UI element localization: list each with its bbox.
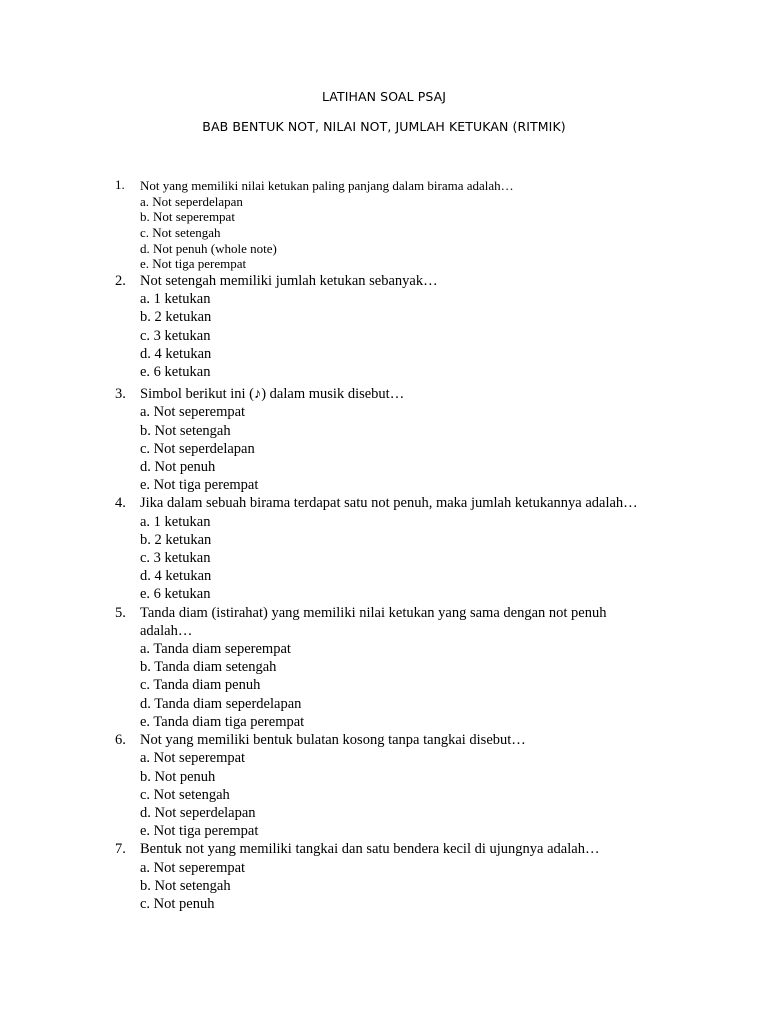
question-number: 4. <box>115 495 126 512</box>
question-text: Not setengah memiliki jumlah ketukan sebanyak… <box>140 273 438 290</box>
question-number: 7. <box>115 841 126 858</box>
answer-option-c: c. Not setengah <box>140 224 221 240</box>
answer-option-b: b. Not seperempat <box>140 209 235 225</box>
question-7 <box>0 840 768 913</box>
answer-option-d: d. 4 ketukan <box>140 345 212 362</box>
answer-option-a: a. Not seperdelapan <box>140 193 243 209</box>
answer-option-b: b. 2 ketukan <box>140 309 212 326</box>
answer-option-e: e. 6 ketukan <box>140 586 211 603</box>
question-list <box>0 177 768 913</box>
answer-option-c: c. Not setengah <box>140 786 230 803</box>
answer-option-c: c. 3 ketukan <box>140 550 211 567</box>
question-5 <box>0 604 768 731</box>
question-2 <box>0 272 768 381</box>
answer-option-e: e. Tanda diam tiga perempat <box>140 713 305 730</box>
answer-option-e: e. Not tiga perempat <box>140 256 247 272</box>
question-number: 5. <box>115 604 126 621</box>
answer-option-b: b. Not setengah <box>140 422 231 439</box>
document-title: LATIHAN SOAL PSAJ <box>321 89 447 104</box>
question-6 <box>0 731 768 840</box>
answer-option-c: c. 3 ketukan <box>140 327 211 344</box>
question-number: 3. <box>115 386 126 403</box>
answer-option-e: e. Not tiga perempat <box>140 823 259 840</box>
question-3 <box>0 385 768 494</box>
question-text: Tanda diam (istirahat) yang memiliki nilai ketukan yang sama dengan not penuh adalah… <box>140 604 607 639</box>
answer-option-c: c. Tanda diam penuh <box>140 677 261 694</box>
answer-option-a: a. Not seperempat <box>140 404 246 421</box>
answer-option-a: a. Tanda diam seperempat <box>140 641 291 658</box>
answer-option-d: d. Tanda diam seperdelapan <box>140 695 302 712</box>
answer-option-d: d. Not penuh <box>140 459 216 476</box>
answer-option-a: a. Not seperempat <box>140 750 246 767</box>
answer-option-e: e. Not tiga perempat <box>140 477 259 494</box>
answer-option-a: a. Not seperempat <box>140 859 246 876</box>
question-4 <box>0 494 768 603</box>
answer-option-c: c. Not seperdelapan <box>140 440 255 457</box>
question-text: Not yang memiliki bentuk bulatan kosong tanpa tangkai disebut… <box>140 732 526 749</box>
answer-option-b: b. 2 ketukan <box>140 531 212 548</box>
question-text: Bentuk not yang memiliki tangkai dan satu bendera kecil di ujungnya adalah… <box>140 841 600 858</box>
question-text: Not yang memiliki nilai ketukan paling panjang dalam birama adalah… <box>140 178 514 193</box>
question-number: 2. <box>115 273 126 290</box>
question-number: 6. <box>115 732 126 749</box>
answer-option-b: b. Not setengah <box>140 877 231 894</box>
question-text: Simbol berikut ini (♪) dalam musik disebut… <box>140 386 405 403</box>
answer-option-d: d. Not penuh (whole note) <box>140 240 277 256</box>
question-number: 1. <box>115 177 125 192</box>
question-text: Jika dalam sebuah birama terdapat satu not penuh, maka jumlah ketukannya adalah… <box>140 495 638 512</box>
answer-option-b: b. Tanda diam setengah <box>140 659 277 676</box>
question-1 <box>0 177 768 272</box>
answer-option-e: e. 6 ketukan <box>140 364 211 381</box>
answer-option-a: a. 1 ketukan <box>140 291 211 308</box>
document-subtitle: BAB BENTUK NOT, NILAI NOT, JUMLAH KETUKAN (RITMIK) <box>202 119 566 134</box>
answer-option-b: b. Not penuh <box>140 768 216 785</box>
answer-option-c: c. Not penuh <box>140 895 215 912</box>
answer-option-a: a. 1 ketukan <box>140 513 211 530</box>
answer-option-d: d. 4 ketukan <box>140 568 212 585</box>
answer-option-d: d. Not seperdelapan <box>140 804 256 821</box>
